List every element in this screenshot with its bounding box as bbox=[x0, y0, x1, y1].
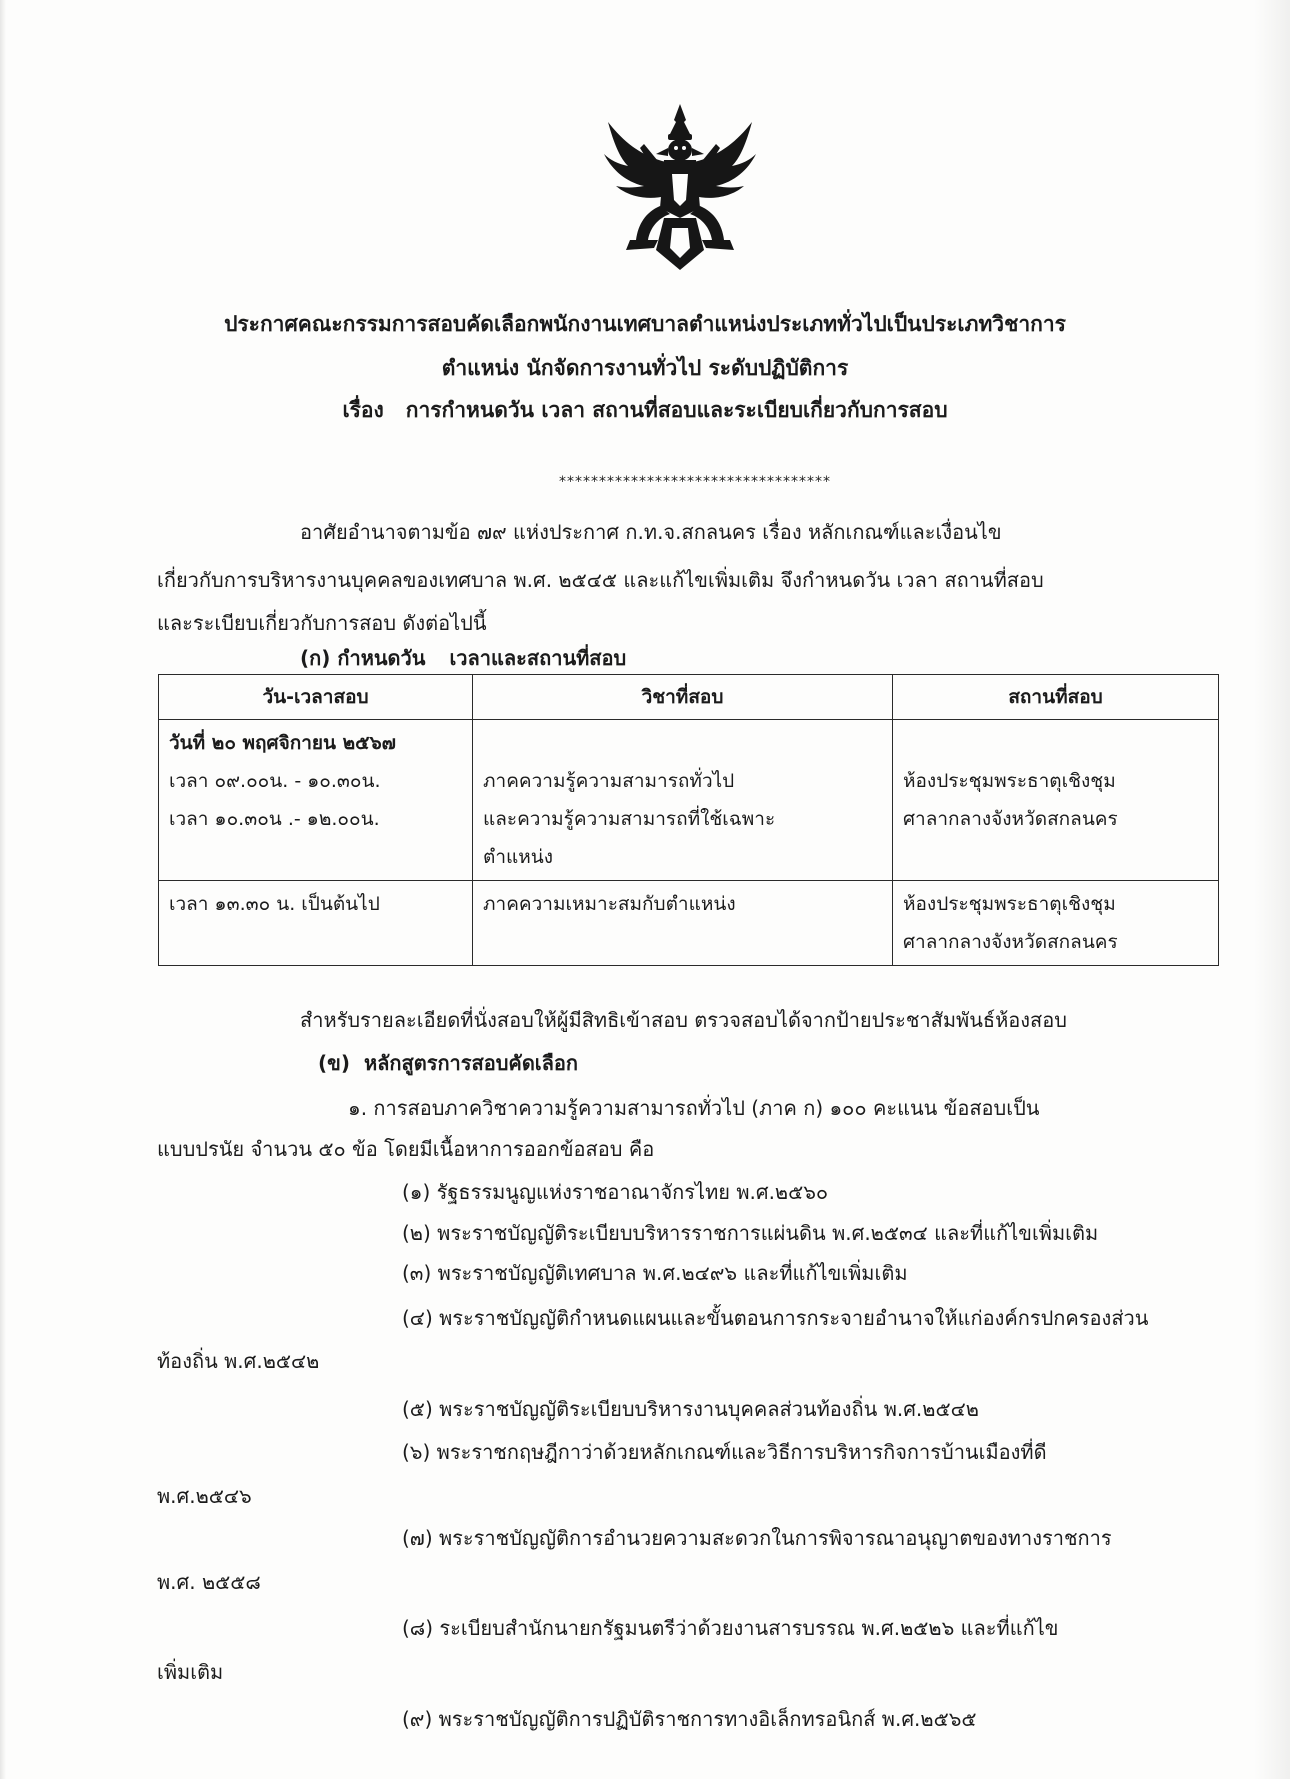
scan-shadow-left bbox=[0, 0, 6, 1779]
venue-line-4: ศาลากลางจังหวัดสกลนคร bbox=[903, 931, 1118, 953]
intro-line-2: เกี่ยวกับการบริหารงานบุคคลของเทศบาล พ.ศ. ๒๕๔๕ และแก้ไขเพิ่มเติม จึงกำหนดวัน เวลา สถานที่สอบ bbox=[157, 568, 1044, 592]
row2-time bbox=[159, 881, 473, 966]
law-item-3: (๓) พระราชบัญญัติเทศบาล พ.ศ.๒๔๙๖ และที่แก้ไขเพิ่มเติม bbox=[402, 1261, 908, 1285]
subject-text: การกำหนดวัน เวลา สถานที่สอบและระเบียบเกี่ยวกับการสอบ bbox=[405, 398, 948, 422]
subject-line-2: และความรู้ความสามารถที่ใช้เฉพาะ bbox=[483, 808, 776, 830]
row1-venue bbox=[893, 720, 1219, 881]
intro-line-3: และระเบียบเกี่ยวกับการสอบ ดังต่อไปนี้ bbox=[157, 611, 487, 635]
section-b-label: (ข) bbox=[318, 1051, 350, 1075]
header-subject: วิชาที่สอบ bbox=[473, 675, 893, 720]
section-a-text: เวลาและสถานที่สอบ bbox=[449, 646, 627, 670]
position-title: ตำแหน่ง นักจัดการงานทั่วไป ระดับปฏิบัติการ bbox=[441, 356, 849, 380]
section-a-label: (ก) กำหนดวัน bbox=[300, 646, 426, 670]
intro-line-1: อาศัยอำนาจตามข้อ ๗๙ แห่งประกาศ ก.ท.จ.สกลนคร เรื่อง หลักเกณฑ์และเงื่อนไข bbox=[300, 520, 1002, 544]
law-item-4-continued: ท้องถิ่น พ.ศ.๒๕๔๒ bbox=[157, 1349, 320, 1373]
table-row bbox=[159, 720, 1219, 881]
subject-line-1: ภาคความรู้ความสามารถทั่วไป bbox=[483, 770, 735, 792]
law-item-8: (๘) ระเบียบสำนักนายกรัฐมนตรีว่าด้วยงานสารบรรณ พ.ศ.๒๕๒๖ และที่แก้ไข bbox=[402, 1616, 1059, 1640]
law-item-7-continued: พ.ศ. ๒๕๕๘ bbox=[157, 1570, 261, 1594]
exam-date: วันที่ ๒๐ พฤศจิกายน ๒๕๖๗ bbox=[169, 732, 396, 754]
exam-time-2: เวลา ๑๐.๓๐น .- ๑๒.๐๐น. bbox=[169, 808, 380, 830]
row1-date-time bbox=[159, 720, 473, 881]
venue-line-2: ศาลากลางจังหวัดสกลนคร bbox=[903, 808, 1118, 830]
exam-schedule-table bbox=[158, 674, 1219, 966]
part1-line-2: แบบปรนัย จำนวน ๕๐ ข้อ โดยมีเนื้อหาการออกข้อสอบ คือ bbox=[157, 1137, 655, 1161]
header-venue: สถานที่สอบ bbox=[893, 675, 1219, 720]
law-item-9: (๙) พระราชบัญญัติการปฏิบัติราชการทางอิเล็กทรอนิกส์ พ.ศ.๒๕๖๕ bbox=[402, 1707, 977, 1731]
law-item-1: (๑) รัฐธรรมนูญแห่งราชอาณาจักรไทย พ.ศ.๒๕๖๐ bbox=[402, 1180, 829, 1204]
law-item-5: (๕) พระราชบัญญัติระเบียบบริหารงานบุคคลส่วนท้องถิ่น พ.ศ.๒๕๔๒ bbox=[402, 1397, 979, 1421]
row2-subject bbox=[473, 881, 893, 966]
subject-line-3: ตำแหน่ง bbox=[483, 846, 554, 868]
law-item-6: (๖) พระราชกฤษฎีกาว่าด้วยหลักเกณฑ์และวิธีการบริหารกิจการบ้านเมืองที่ดี bbox=[402, 1440, 1047, 1464]
header-date-time: วัน-เวลาสอบ bbox=[159, 675, 473, 720]
subject-line bbox=[150, 394, 1140, 427]
law-item-6-continued: พ.ศ.๒๕๔๖ bbox=[157, 1484, 252, 1508]
subject-label: เรื่อง bbox=[342, 398, 384, 422]
venue-line-3: ห้องประชุมพระธาตุเชิงชุม bbox=[903, 893, 1116, 915]
scan-shadow-right bbox=[1254, 0, 1290, 1779]
announcement-title: ประกาศคณะกรรมการสอบคัดเลือกพนักงานเทศบาลตำแหน่งประเภททั่วไปเป็นประเภทวิชาการ bbox=[224, 312, 1066, 336]
section-b-text: หลักสูตรการสอบคัดเลือก bbox=[363, 1051, 579, 1075]
row1-subject bbox=[473, 720, 893, 881]
row2-venue bbox=[893, 881, 1219, 966]
law-item-8-continued: เพิ่มเติม bbox=[157, 1660, 224, 1684]
garuda-emblem-icon bbox=[600, 100, 760, 275]
exam-time-3: เวลา ๑๓.๓๐ น. เป็นต้นไป bbox=[169, 893, 380, 915]
venue-line-1: ห้องประชุมพระธาตุเชิงชุม bbox=[903, 770, 1116, 792]
subject-line-4: ภาคความเหมาะสมกับตำแหน่ง bbox=[483, 893, 736, 915]
table-row bbox=[159, 881, 1219, 966]
section-b-heading bbox=[318, 1047, 578, 1079]
table-header-row bbox=[159, 675, 1219, 720]
law-item-4: (๔) พระราชบัญญัติกำหนดแผนและขั้นตอนการกระจายอำนาจให้แก่องค์กรปกครองส่วน bbox=[402, 1306, 1149, 1330]
separator: ********************************** bbox=[559, 474, 831, 490]
section-a-heading bbox=[300, 642, 626, 674]
part1-line-1: ๑. การสอบภาควิชาความรู้ความสามารถทั่วไป (ภาค ก) ๑๐๐ คะแนน ข้อสอบเป็น bbox=[348, 1096, 1040, 1120]
law-item-2: (๒) พระราชบัญญัติระเบียบบริหารราชการแผ่นดิน พ.ศ.๒๕๓๔ และที่แก้ไขเพิ่มเติม bbox=[402, 1221, 1099, 1245]
seat-note: สำหรับรายละเอียดที่นั่งสอบให้ผู้มีสิทธิเข้าสอบ ตรวจสอบได้จากป้ายประชาสัมพันธ์ห้องสอบ bbox=[300, 1008, 1067, 1032]
exam-time-1: เวลา ๐๙.๐๐น. - ๑๐.๓๐น. bbox=[169, 770, 381, 792]
law-item-7: (๗) พระราชบัญญัติการอำนวยความสะดวกในการพิจารณาอนุญาตของทางราชการ bbox=[402, 1526, 1112, 1550]
